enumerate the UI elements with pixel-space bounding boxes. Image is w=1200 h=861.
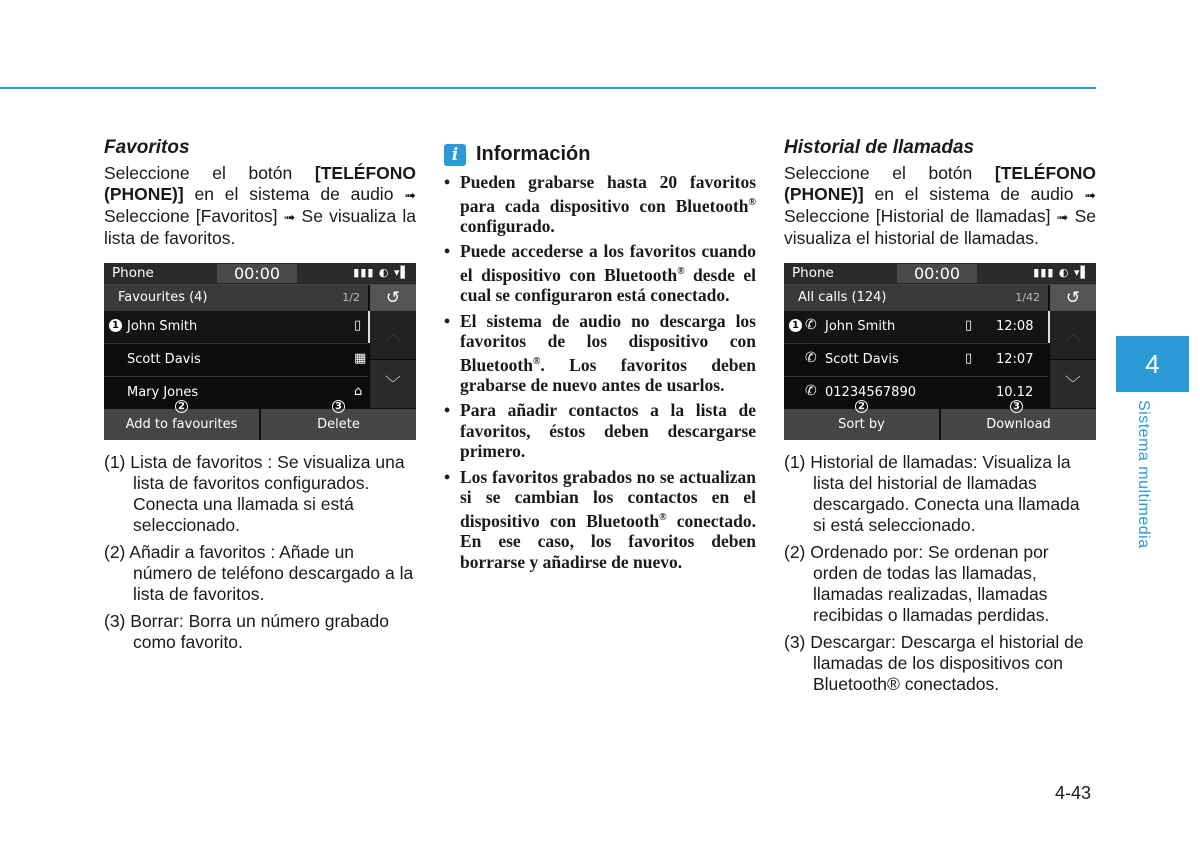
intro-text: Se visualiza la lista de favoritos. <box>104 206 416 248</box>
list-header <box>784 285 1048 311</box>
status-bar <box>784 263 1096 285</box>
outgoing-call-icon: ✆ <box>805 350 817 366</box>
callout-marker: 3 <box>1010 400 1023 413</box>
list-item <box>444 467 756 572</box>
callout-marker: 1 <box>789 319 802 332</box>
list-header-label: Favourites (4) <box>118 290 208 305</box>
caller-name: 01234567890 <box>825 385 916 400</box>
arrow-icon: ➟ <box>283 209 296 225</box>
item-text: Ordenado por: Se ordenan por orden de todas las llamadas, llamadas realizadas, llamadas recibidas o llamadas perdidas. <box>810 542 1050 625</box>
item-number: (3) <box>784 632 806 652</box>
intro-text: Seleccione [Favoritos] <box>104 206 278 226</box>
info-icon: i <box>444 144 466 166</box>
phone-button-ref: [TELÉFONO (PHONE)] <box>784 163 1096 204</box>
download-button[interactable]: Download <box>941 409 1096 440</box>
mobile-icon: ▯ <box>354 318 362 333</box>
chapter-tab: 4 <box>1116 336 1189 392</box>
back-button[interactable] <box>1050 285 1096 311</box>
office-icon: ▦ <box>354 351 367 366</box>
call-time: 12:07 <box>996 352 1034 367</box>
list-item <box>444 241 756 305</box>
registered-mark: ® <box>748 196 756 208</box>
list-item <box>784 452 1096 536</box>
bullet-text: configurado. <box>460 215 555 236</box>
caller-name: John Smith <box>825 319 896 334</box>
item-number: (2) <box>104 542 126 562</box>
status-icons: ▮▮▮ ◐ ▾▌ <box>353 266 410 279</box>
intro-text: en el sistema de audio <box>874 184 1074 204</box>
intro-text: Se visualiza el historial de llamadas. <box>784 206 1096 248</box>
scroll-down-button[interactable] <box>370 360 416 408</box>
incoming-call-icon: ✆ <box>805 317 817 333</box>
list-item <box>784 632 1096 695</box>
bullet-text: Los favoritos grabados no se actualizan si se cambian los contactos en el dispositivo con Bluetooth <box>460 466 756 531</box>
chevron-down-icon: ﹀ <box>1064 374 1081 393</box>
item-number: (3) <box>104 611 126 631</box>
item-text: Historial de llamadas: Visualiza la lista del historial de llamadas descargado. Conecta una llamada si está seleccionado. <box>810 452 1080 535</box>
item-text: Lista de favoritos : Se visualiza una lista de favoritos configurados. Conecta una llamada si está seleccionado. <box>130 452 405 535</box>
list-item <box>784 542 1096 626</box>
list-item[interactable] <box>104 311 368 344</box>
arrow-icon: ➟ <box>1084 187 1096 203</box>
favorites-screen <box>104 263 416 440</box>
call-history-screen <box>784 263 1096 440</box>
list-item <box>104 542 416 605</box>
list-item <box>444 172 756 236</box>
callout-marker: 3 <box>332 400 345 413</box>
bullet-text: . Los favoritos deben grabarse de nuevo antes de usarlos. <box>460 354 756 395</box>
bullet-text: Pueden grabarse hasta 20 favoritos para cada dispositivo con Bluetooth <box>460 172 756 216</box>
sort-by-button[interactable]: Sort by <box>784 409 939 440</box>
list-item <box>444 311 756 396</box>
item-number: (1) <box>104 452 126 472</box>
list-item[interactable] <box>784 377 1048 409</box>
mobile-icon: ▯ <box>965 318 973 333</box>
call-history-section <box>784 137 1096 701</box>
item-text: Añadir a favoritos : Añade un número de teléfono descargado a la lista de favoritos. <box>129 542 414 604</box>
callout-marker: 2 <box>175 400 188 413</box>
home-icon: ⌂ <box>354 384 363 399</box>
section-heading: Favoritos <box>104 137 190 158</box>
item-text: Descargar: Descarga el historial de llamadas de los dispositivos con Bluetooth® conectados. <box>810 632 1084 694</box>
mobile-icon: ▯ <box>965 351 973 366</box>
list-item[interactable] <box>784 311 1048 344</box>
intro-text: en el sistema de audio <box>194 184 394 204</box>
info-header <box>444 143 756 166</box>
intro-text: Seleccione el botón <box>784 163 973 183</box>
chevron-up-icon: ︿ <box>1064 325 1081 344</box>
bullet-text: desde el cual se configuraron está conectado. <box>460 264 756 306</box>
status-icons: ▮▮▮ ◐ ▾▌ <box>1033 266 1090 279</box>
list-item <box>104 452 416 536</box>
caller-name: Scott Davis <box>825 352 899 367</box>
information-box <box>444 143 756 577</box>
call-time: 12:08 <box>996 319 1034 334</box>
missed-call-icon: ✆ <box>805 383 817 399</box>
callout-marker: 2 <box>855 400 868 413</box>
explanation-list <box>104 452 416 653</box>
list-item <box>444 400 756 462</box>
bullet-text: Para añadir contactos a la lista de favoritos, éstos deben descargarse primero. <box>460 400 756 462</box>
contact-name: John Smith <box>127 319 198 334</box>
screen-title: Phone <box>792 265 834 281</box>
clock: 00:00 <box>897 264 977 283</box>
explanation-list <box>784 452 1096 695</box>
item-number: (1) <box>784 452 806 472</box>
list-item[interactable] <box>104 344 368 377</box>
arrow-icon: ➟ <box>1056 209 1069 225</box>
scroll-up-button[interactable] <box>1050 311 1096 359</box>
contact-name: Scott Davis <box>127 352 201 367</box>
page-number: 4-43 <box>1055 783 1092 803</box>
arrow-icon: ➟ <box>404 187 416 203</box>
back-icon: ↺ <box>385 288 401 308</box>
call-time: 10.12 <box>996 385 1034 400</box>
item-text: Borrar: Borra un número grabado como favorito. <box>130 611 390 652</box>
chevron-down-icon: ﹀ <box>384 374 401 393</box>
intro-paragraph <box>784 163 1096 249</box>
phone-button-ref: [TELÉFONO (PHONE)] <box>104 163 416 204</box>
bullet-text: El sistema de audio no descarga los favoritos de los dispositivo con Bluetooth <box>460 310 756 375</box>
info-title: Información <box>476 143 591 165</box>
contact-name: Mary Jones <box>127 385 199 400</box>
back-button[interactable] <box>370 285 416 311</box>
intro-text: Seleccione [Historial de llamadas] <box>784 206 1051 226</box>
intro-text: Seleccione el botón <box>104 163 293 183</box>
chapter-label: Sistema multimedia <box>1135 400 1152 549</box>
item-number: (2) <box>784 542 806 562</box>
bullet-text: conectado. En ese caso, los favoritos deben borrarse y añadirse de nuevo. <box>460 510 756 572</box>
status-bar <box>104 263 416 285</box>
bullet-text: Puede accederse a los favoritos cuando el dispositivo con Bluetooth <box>460 241 756 285</box>
registered-mark: ® <box>677 265 685 277</box>
back-icon: ↺ <box>1065 288 1081 308</box>
page-indicator: 1/2 <box>342 291 360 304</box>
header-rule <box>0 87 1096 89</box>
scroll-down-button[interactable] <box>1050 360 1096 408</box>
page-indicator: 1/42 <box>1015 291 1040 304</box>
list-item <box>104 611 416 653</box>
registered-mark: ® <box>532 355 541 367</box>
delete-button[interactable]: Delete <box>261 409 416 440</box>
callout-marker: 1 <box>109 319 122 332</box>
list-header-label: All calls (124) <box>798 290 887 305</box>
chevron-up-icon: ︿ <box>384 325 401 344</box>
scroll-up-button[interactable] <box>370 311 416 359</box>
screen-title: Phone <box>112 265 154 281</box>
favorites-section <box>104 137 416 659</box>
intro-paragraph <box>104 163 416 249</box>
list-item[interactable] <box>104 377 368 409</box>
registered-mark: ® <box>659 511 667 523</box>
add-to-favourites-button[interactable]: Add to favourites <box>104 409 259 440</box>
clock: 00:00 <box>217 264 297 283</box>
list-item[interactable] <box>784 344 1048 377</box>
list-header <box>104 285 368 311</box>
info-bullets <box>444 172 756 572</box>
section-heading: Historial de llamadas <box>784 137 975 158</box>
